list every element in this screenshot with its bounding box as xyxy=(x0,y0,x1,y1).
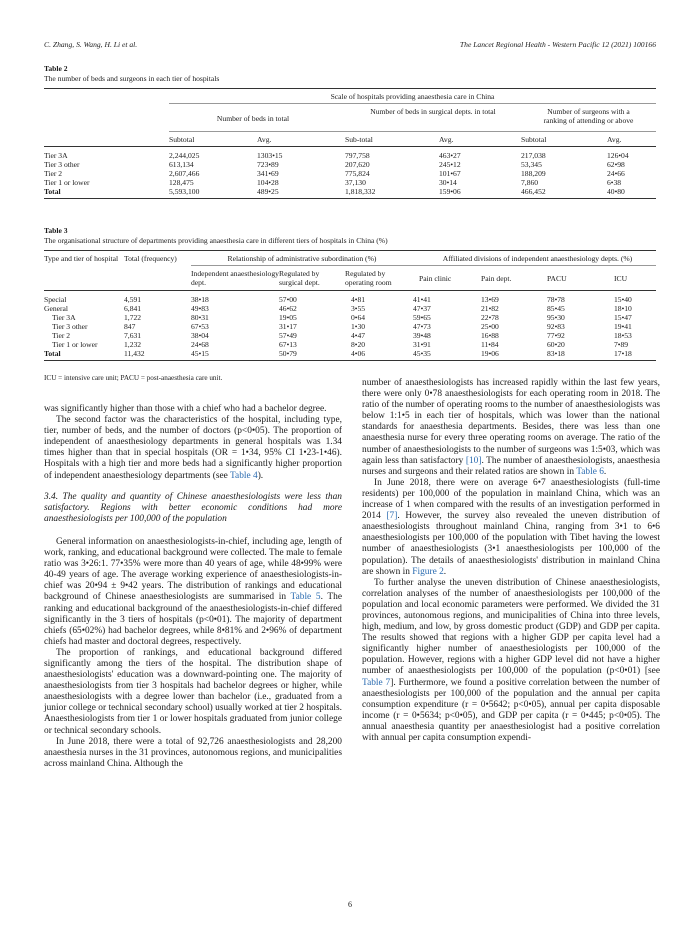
table-cell: 50•79 xyxy=(279,349,297,358)
table3-subhead: Independent anaesthesiology dept. xyxy=(191,269,279,287)
table-cell: 11•84 xyxy=(481,340,499,349)
table-cell: 847 xyxy=(124,322,136,331)
row-label: Tier 1 or lower xyxy=(52,340,98,349)
ref-7-link[interactable]: [7] xyxy=(386,511,398,522)
table-cell: 0•64 xyxy=(351,313,366,322)
table2-spanner: Scale of hospitals providing anaesthesia care in China xyxy=(169,89,656,104)
table-cell: 45•35 xyxy=(413,349,431,358)
table-cell: 15•40 xyxy=(614,295,632,304)
row-label: Tier 2 xyxy=(44,168,63,178)
table2-title: The number of beds and surgeons in each tier of hospitals xyxy=(44,74,220,83)
table-cell: 1,818,332 xyxy=(345,186,376,196)
table-cell: 13•69 xyxy=(481,295,499,304)
table-row xyxy=(44,160,656,169)
table-cell: 104•28 xyxy=(257,177,279,187)
table-cell: 67•13 xyxy=(279,340,297,349)
table-cell: 6•38 xyxy=(607,177,622,187)
table-cell: 22•78 xyxy=(481,313,499,322)
table-cell: 47•37 xyxy=(413,304,431,313)
row-label: Tier 3A xyxy=(52,313,76,322)
table-cell: 207,620 xyxy=(345,159,370,169)
table-cell: 797,758 xyxy=(345,150,370,160)
table3-subhead: Regulated by operating room xyxy=(345,269,392,287)
table-cell: 31•17 xyxy=(279,322,297,331)
table-cell: 5,593,100 xyxy=(169,186,200,196)
table-cell: 463•27 xyxy=(439,150,461,160)
table-cell: 17•18 xyxy=(614,349,632,358)
table-cell: 24•68 xyxy=(191,340,209,349)
paragraph: To further analyse the uneven distribution of Chinese anaesthesiologists, correlation analyses of the number of anaesthesiologists per 100,000 of the population and local economic parameters were performed. We divided the 31 provinces, autonomous regions, and municipalities of China into three levels, high, medium, and low, by gross domestic product (GDP) and GDP per capita. The results showed that regions with a higher GDP per capita level had a significantly higher number of anaesthesiologists per 100,000 of the population. However, regions with a higher GDP level did not have a higher number of anaesthesiologists per 100,000 of the population (p<0•01) [see Table 7]. Furthermore, we found a positive correlation between the number of anaesthesiologists per 100,000 of the population and the annual per capita consumption expenditure (r = 0•5642; p<0•05), annual per capita disposable income (r = 0•5634; p<0•05), and GDP per capita (r = 0•445; p<0•05). The annual anaesthesia quantity per anaesthesiologist had a positive correlation with annual per capita consumption expendi- xyxy=(362,577,661,743)
paragraph: In June 2018, there were on average 6•7 anaesthesiologists (full-time residents) per 100,000 of the population in mainland China, which was an increase of 1 when compared with the results of an investigation performed in 2014 [7]. However, the survey also revealed the uneven distribution of anaesthesiologists throughout mainland China, ranging from 3•1 to 6•6 anaesthesiologists per 100,000 of the population with Tibet having the lowest number of anaesthesiologists (3•1 anaesthesiologists per 100,000 of the population). The details of anaesthesiologists' distribution in mainland China are shown in Figure 2. xyxy=(362,477,660,577)
left-column xyxy=(44,404,342,770)
table2-subhead: Subtotal xyxy=(521,135,547,144)
table2-subhead: Avg. xyxy=(607,135,622,144)
table-row xyxy=(44,169,656,178)
table-row xyxy=(44,178,656,187)
table-cell: 341•69 xyxy=(257,168,279,178)
table-cell: 25•00 xyxy=(481,322,499,331)
table-cell: 38•18 xyxy=(191,295,209,304)
table-row xyxy=(44,322,656,331)
paragraph: was significantly higher than those with a chief who had a bachelor degree. xyxy=(44,404,327,414)
right-column xyxy=(362,378,660,744)
table-row xyxy=(44,349,656,361)
table-cell: 101•67 xyxy=(439,168,461,178)
table3-group-divisions: Affiliated divisions of independent anaesthesiology depts. (%) xyxy=(413,251,656,266)
table-cell: 24•66 xyxy=(607,168,625,178)
table-cell: 53,345 xyxy=(521,159,542,169)
table-cell: 126•04 xyxy=(607,150,629,160)
table-row xyxy=(44,291,656,305)
table-cell: 15•47 xyxy=(614,313,632,322)
table-cell: 11,432 xyxy=(124,349,145,358)
table3-group-subordination: Relationship of administrative subordination (%) xyxy=(191,251,413,266)
table-cell: 49•83 xyxy=(191,304,209,313)
table2-caption xyxy=(44,64,656,84)
table3-subhead: Pain clinic xyxy=(419,274,452,283)
table-cell: 217,038 xyxy=(521,150,546,160)
table-cell: 3•55 xyxy=(351,304,366,313)
table2 xyxy=(44,88,656,199)
row-label: Total xyxy=(44,349,61,358)
table-cell: 18•10 xyxy=(614,304,632,313)
table-cell: 95•30 xyxy=(547,313,565,322)
header-journal: The Lancet Regional Health - Western Pacific 12 (2021) 100166 xyxy=(459,40,656,49)
paragraph: The second factor was the characteristics of the hospital, including type, tier, number of beds, and the number of doctors (p<0•05). The proportion of independent of anaesthesiology departments in general hospitals was 1.34 times higher than that in special hospitals (OR = 1•34, 95% CI 1•23-1•46). Hospitals with a high tier and more beds had a significantly higher proportion of independent anaesthesiology departments (see Table 4). xyxy=(44,415,342,481)
table-cell: 37,130 xyxy=(345,177,366,187)
paragraph: The proportion of rankings, and educational background differed significantly among the tiers of the hospital. The distribution shape of anaesthesiologists' education was a downward-pointing one. The majority of anaesthesiologists from tier 3 hospitals had bachelor degrees or higher, while anaesthesiologists with a degree lower than bachelor (i.e., graduated from a junior college or technical secondary school) usually worked at tier 2 hospitals. Anaesthesiologists from tier 1 or lower hospitals graduated from junior college or technical secondary schools. xyxy=(44,647,342,736)
table3-footnote: ICU = intensive care unit; PACU = post-anaesthesia care unit. xyxy=(44,374,223,382)
table2-subhead: Sub-total xyxy=(345,135,373,144)
table-cell: 2,244,025 xyxy=(169,150,200,160)
table-cell: 38•04 xyxy=(191,331,209,340)
table-cell: 67•53 xyxy=(191,322,209,331)
paragraph: General information on anaesthesiologists-in-chief, including age, length of work, ranking, and educational background were collected. The male to female ratio was 3•26:1. 77•35% were more than 40 years of age, while 48•99% were 40-49 years of age. The average working experience of anaesthesiologists-in-chief was 20•94 ± 9•42 years. The distribution of rankings and educational background of Chinese anaesthesiologists are summarised in Table 5. The ranking and educational background of the anaesthesiologists-in-chief differed significantly in the 3 tiers of hospitals (p<0•01). The majority of department chiefs (65•02%) had bachelor degrees, while 8•81% and 2•96% of department chiefs had master and doctoral degrees, respectively. xyxy=(44,536,342,647)
table-cell: 83•18 xyxy=(547,349,565,358)
table-cell: 4•81 xyxy=(351,295,366,304)
table-cell: 159•06 xyxy=(439,186,461,196)
row-label: Total xyxy=(44,186,61,196)
paragraph: In June 2018, there were a total of 92,726 anaesthesiologists and 28,200 anaesthesia nurses in the 31 provinces, autonomous regions, and municipalities across mainland China. Although the xyxy=(44,736,342,769)
table-row xyxy=(44,304,656,313)
table-row xyxy=(44,331,656,340)
table-cell: 45•15 xyxy=(191,349,209,358)
table3-title: The organisational structure of departments providing anaesthesia care in different tiers of hospitals in China (%) xyxy=(44,236,388,245)
table-cell: 60•20 xyxy=(547,340,565,349)
table3-subhead: ICU xyxy=(614,274,628,283)
table2-subhead: Subtotal xyxy=(169,135,195,144)
table-cell: 57•00 xyxy=(279,295,297,304)
row-label: Tier 2 xyxy=(52,331,71,340)
table2-group-surgical-beds: Number of beds in surgical depts. in total xyxy=(345,104,521,132)
table-cell: 6,841 xyxy=(124,304,142,313)
table-cell: 31•91 xyxy=(413,340,431,349)
table-cell: 4•47 xyxy=(351,331,366,340)
table3-subhead: PACU xyxy=(547,274,567,283)
table-cell: 8•20 xyxy=(351,340,366,349)
table-cell: 188,209 xyxy=(521,168,546,178)
page-number: 6 xyxy=(348,900,352,909)
table-cell: 78•78 xyxy=(547,295,565,304)
table-row xyxy=(44,146,656,160)
table-cell: 92•83 xyxy=(547,322,565,331)
table-cell: 4,591 xyxy=(124,295,142,304)
table-cell: 19•05 xyxy=(279,313,297,322)
table-row xyxy=(44,313,656,322)
header-authors: C. Zhang, S. Wang, H. Li et al. xyxy=(44,40,138,49)
table-cell: 62•98 xyxy=(607,159,625,169)
table3-head-total: Total (frequency) xyxy=(124,254,177,263)
table-cell: 128,475 xyxy=(169,177,194,187)
table2-label: Table 2 xyxy=(44,64,68,73)
figure2-link[interactable]: Figure 2 xyxy=(412,566,444,577)
row-label: Tier 3 other xyxy=(52,322,88,331)
table-cell: 613,134 xyxy=(169,159,194,169)
table-cell: 21•82 xyxy=(481,304,499,313)
row-label: Tier 3A xyxy=(44,150,68,160)
table-cell: 7,631 xyxy=(124,331,142,340)
table-cell: 30•14 xyxy=(439,177,457,187)
section-heading: 3.4. The quality and quantity of Chinese anaesthesiologists were less than satisfactory. Regions with better economic conditions had more anaesthesiologists per 100,000 of the population xyxy=(44,491,342,524)
table-cell: 489•25 xyxy=(257,186,279,196)
table-cell: 7,860 xyxy=(521,177,539,187)
row-label: Special xyxy=(44,295,67,304)
table-cell: 85•45 xyxy=(547,304,565,313)
table-cell: 46•62 xyxy=(279,304,297,313)
row-label: Tier 3 other xyxy=(44,159,80,169)
table-cell: 18•53 xyxy=(614,331,632,340)
table2-subhead: Avg. xyxy=(257,135,272,144)
table-cell: 7•89 xyxy=(614,340,629,349)
table-cell: 1,722 xyxy=(124,313,142,322)
table-cell: 41•41 xyxy=(413,295,431,304)
table4-link[interactable]: Table 4 xyxy=(229,470,258,481)
table-row xyxy=(44,187,656,199)
table3 xyxy=(44,250,656,361)
table-cell: 19•06 xyxy=(481,349,499,358)
table2-subhead: Avg. xyxy=(439,135,454,144)
row-label: General xyxy=(44,304,69,313)
table-cell: 1,232 xyxy=(124,340,142,349)
table-cell: 4•06 xyxy=(351,349,366,358)
table-cell: 775,824 xyxy=(345,168,370,178)
table5-link[interactable]: Table 5 xyxy=(290,592,321,603)
table-cell: 47•73 xyxy=(413,322,431,331)
ref-10-link[interactable]: [10] xyxy=(465,455,482,466)
table3-label: Table 3 xyxy=(44,226,68,235)
table-cell: 77•92 xyxy=(547,331,565,340)
table-cell: 1•30 xyxy=(351,322,366,331)
paragraph: number of anaesthesiologists has increased rapidly within the last few years, there were only 0•78 anaesthesiologists for each operating room in 2018. The ratio of the number of operating rooms to the number of anaesthesiologists was below 1:1•5 in each tier of hospitals, which was lower than the national standards for anaesthesia departments. Besides, there was less than one anaesthesia nurse for every three operating rooms on average. The ratio of the number of anaesthesiologists to the number of surgeons was 1:5•03, which was again less than satisfactory [10]. The number of anaesthesiologists, anaesthesia nurses and surgeons and their related ratios are shown in Table 6. xyxy=(362,378,661,477)
table3-subhead: Pain dept. xyxy=(481,274,512,283)
table3-subhead: Regulated by surgical dept. xyxy=(279,269,320,287)
table-cell: 19•41 xyxy=(614,322,632,331)
table-cell: 39•48 xyxy=(413,331,431,340)
table-cell: 723•89 xyxy=(257,159,279,169)
table2-group-surgeons: Number of surgeons with a ranking of attending or above xyxy=(521,104,656,132)
table-cell: 59•65 xyxy=(413,313,431,322)
table-cell: 16•88 xyxy=(481,331,499,340)
row-label: Tier 1 or lower xyxy=(44,177,90,187)
table-cell: 2,607,466 xyxy=(169,168,200,178)
table6-link[interactable]: Table 6 xyxy=(576,466,604,477)
table-cell: 40•80 xyxy=(607,186,625,196)
table3-head-type: Type and tier of hospital xyxy=(44,254,119,263)
table-cell: 466,452 xyxy=(521,186,546,196)
table-cell: 80•31 xyxy=(191,313,209,322)
table-cell: 1303•15 xyxy=(257,150,283,160)
table-row xyxy=(44,340,656,349)
table7-link[interactable]: Table 7 xyxy=(362,677,391,688)
table2-group-beds: Number of beds in total xyxy=(169,104,345,132)
table-cell: 245•12 xyxy=(439,159,461,169)
table-cell: 57•49 xyxy=(279,331,297,340)
table3-caption xyxy=(44,226,656,246)
